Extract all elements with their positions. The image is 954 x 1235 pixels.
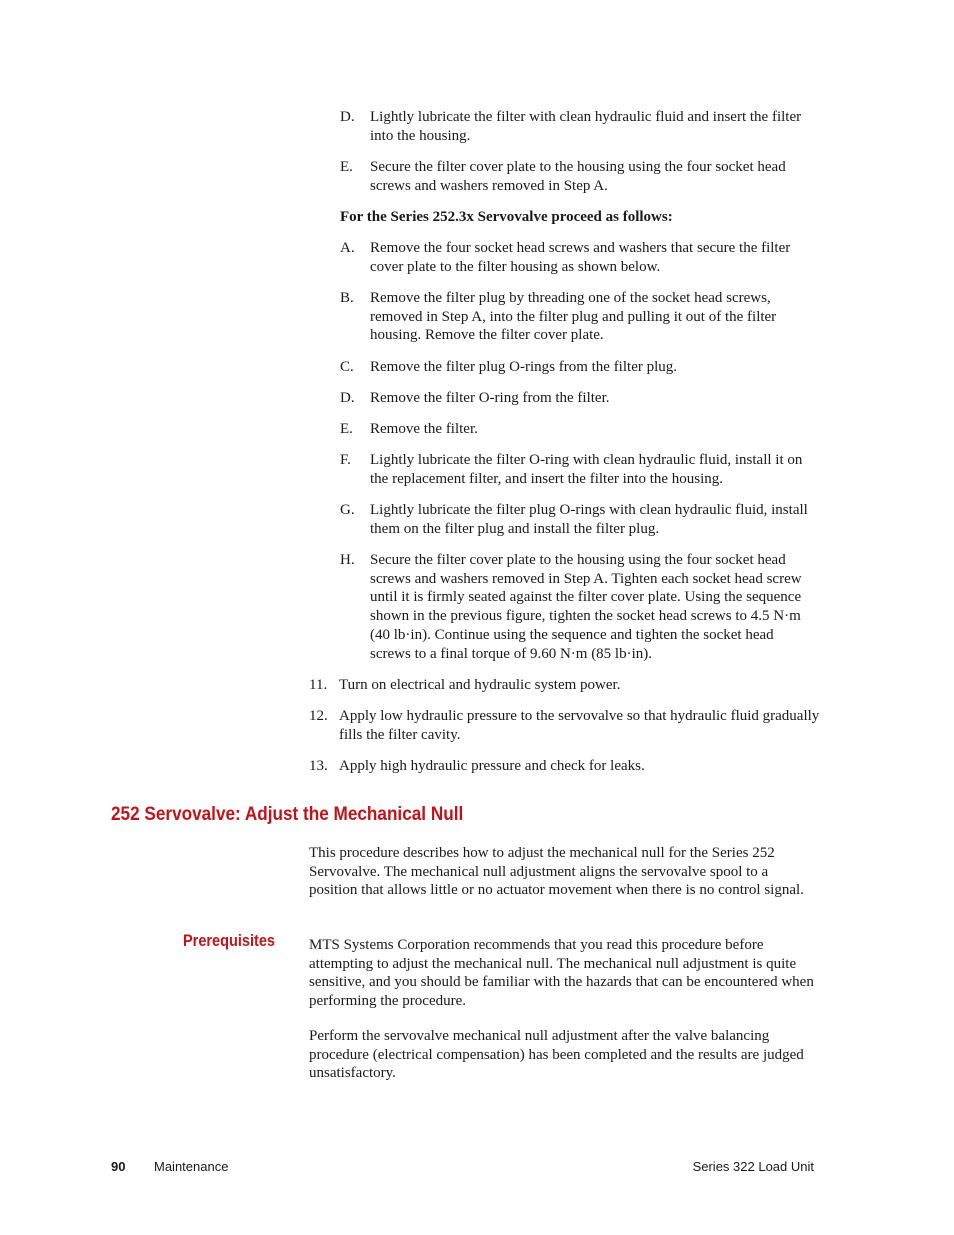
step-text: Remove the four socket head screws and washers that secure the filter cover plate to the filter housing as shown below. <box>370 240 791 275</box>
step-label: E. <box>340 421 353 437</box>
step-text: Apply high hydraulic pressure and check for leaks. <box>339 758 645 774</box>
step-number: 13. <box>309 758 328 774</box>
step-text: Turn on electrical and hydraulic system power. <box>339 677 621 693</box>
step-label: D. <box>340 109 355 125</box>
step-text: Lightly lubricate the filter with clean hydraulic fluid and insert the filter into the housing. <box>370 109 802 144</box>
step-text: Remove the filter. <box>370 421 478 437</box>
step-label: E. <box>340 159 353 175</box>
step-label: F. <box>340 452 351 468</box>
series-heading: For the Series 252.3x Servovalve proceed as follows: <box>340 209 673 225</box>
page-number: 90 <box>111 1159 126 1174</box>
step-text: Lightly lubricate the filter O-ring with clean hydraulic fluid, install it on the replacement filter, and insert the filter into the housing. <box>370 452 803 487</box>
step-label: H. <box>340 552 355 568</box>
intro-paragraph: This procedure describes how to adjust the mechanical null for the Series 252 Servovalve. The mechanical null adjustment aligns the servovalve spool to a position that allows little or no actuator movement when there is no control signal. <box>309 845 804 899</box>
step-label: G. <box>340 502 355 518</box>
step-text: Secure the filter cover plate to the housing using the four socket head screws and washers removed in Step A. <box>370 159 786 194</box>
step-text: Remove the filter plug O-rings from the filter plug. <box>370 359 678 375</box>
step-label: A. <box>340 240 355 256</box>
step-text: Remove the filter plug by threading one of the socket head screws, removed in Step A, into the filter plug and pulling it out of the filter housing. Remove the filter cover plate. <box>370 290 777 344</box>
step-label: B. <box>340 290 354 306</box>
step-text: Lightly lubricate the filter plug O-rings with clean hydraulic fluid, install them on the filter plug and install the filter plug. <box>370 502 808 537</box>
prerequisites-heading: Prerequisites <box>183 932 276 950</box>
section-title: 252 Servovalve: Adjust the Mechanical Null <box>111 803 464 825</box>
step-label: C. <box>340 359 354 375</box>
footer-document-title: Series 322 Load Unit <box>692 1159 814 1174</box>
step-number: 11. <box>309 677 328 693</box>
step-text: Remove the filter O-ring from the filter. <box>370 390 610 406</box>
step-number: 12. <box>309 708 328 724</box>
prereq-paragraph: MTS Systems Corporation recommends that you read this procedure before attempting to adjust the mechanical null. The mechanical null adjustment is quite sensitive, and you should be familiar with the hazards that can be encountered when performing the procedure. <box>309 937 814 1010</box>
step-text: Apply low hydraulic pressure to the servovalve so that hydraulic fluid gradually fills the filter cavity. <box>339 708 820 743</box>
footer-section: Maintenance <box>154 1159 229 1174</box>
step-text: Secure the filter cover plate to the housing using the four socket head screws and washers removed in Step A. Tighten each socket head screw until it is firmly seated against the filter cover plate. Using the sequence shown in the previous figure, tighten the socket head screws to 4.5 N·m (40 lb·in). Continue using the sequence and tighten the socket head screws to a final torque of 9.60 N·m (85 lb·in). <box>370 552 802 662</box>
prereq-paragraph: Perform the servovalve mechanical null adjustment after the valve balancing procedure (electrical compensation) has been completed and the results are judged unsatisfactory. <box>309 1028 804 1082</box>
step-label: D. <box>340 390 355 406</box>
